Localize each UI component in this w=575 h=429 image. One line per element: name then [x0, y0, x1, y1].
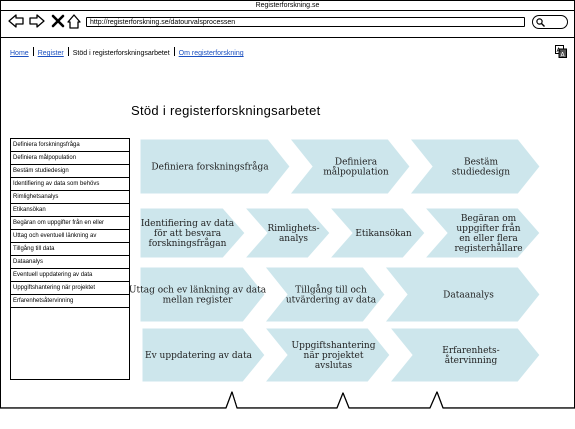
address-bar[interactable]: http://registerforskning.se/datourvalsprocessen	[86, 17, 525, 27]
process-step-label: avslutas	[314, 361, 353, 371]
process-step-label: en eller flera	[459, 234, 518, 244]
svg-text:A: A	[560, 51, 565, 58]
process-step-label: för att besvara	[153, 229, 222, 239]
breadcrumb-register-link[interactable]: Register	[37, 50, 64, 57]
process-step-label: Dataanalys	[443, 290, 494, 301]
breadcrumb-current: Stöd i registerforskningsarbetet	[72, 50, 170, 57]
sidebar-item[interactable]: Etikansökan	[11, 204, 129, 217]
sidebar-item[interactable]: Uttag och eventuell länkning av	[11, 230, 129, 243]
process-step-label: Definiera	[334, 157, 378, 168]
process-step-label: forskningsfrågan	[148, 239, 227, 249]
page-title: Stöd i registerforskningsarbetet	[131, 103, 321, 118]
sidebar-item[interactable]: Identifiering av data som behövs	[11, 178, 129, 191]
process-step-label: målpopulation	[323, 167, 389, 178]
process-step-label: när projektet	[303, 351, 364, 361]
about-link[interactable]: Om registerforskning	[178, 50, 244, 57]
window-title: Registerforskning.se	[1, 1, 574, 10]
breadcrumb-home-link[interactable]: Home	[10, 50, 29, 57]
process-step-label: Identifiering av data	[140, 219, 235, 229]
process-step-label: Uttag och ev länkning av data	[128, 285, 267, 296]
process-step-label: återvinning	[444, 356, 498, 366]
sidebar-item[interactable]: Definiera forskningsfråga	[11, 139, 129, 152]
process-step-label: Bestäm	[463, 157, 499, 168]
process-step-label: Tillgång till och	[295, 285, 367, 296]
process-step-label: Erfarenhets-	[442, 346, 500, 356]
sidebar-item[interactable]: Definiera målpopulation	[11, 152, 129, 165]
sidebar-item[interactable]: Uppgiftshantering när projektet	[11, 282, 129, 295]
sidebar-item[interactable]: Rimlighetsanalys	[11, 191, 129, 204]
process-step-label: mellan register	[162, 295, 233, 306]
process-step-label: uppgifter från	[456, 224, 521, 234]
process-step-label: Definiera forskningsfråga	[151, 162, 269, 173]
process-step-label: registerhållare	[454, 244, 523, 254]
sidebar-item[interactable]: Bestäm studiedesign	[11, 165, 129, 178]
process-step-label: Etikansökan	[355, 229, 412, 239]
sidebar-item[interactable]: Begäran om uppgifter från en eller	[11, 217, 129, 230]
sidebar-item[interactable]: Dataanalys	[11, 256, 129, 269]
process-step-label: Uppgiftshantering	[291, 341, 376, 351]
process-step-label: studiedesign	[451, 167, 511, 178]
sidebar-item[interactable]: Eventuell uppdatering av data	[11, 269, 129, 282]
process-step-label: Ev uppdatering av data	[145, 351, 252, 361]
process-step-label: Begäran om	[460, 214, 517, 224]
sidebar-item[interactable]: Tillgång till data	[11, 243, 129, 256]
process-step-label: analys	[278, 234, 309, 244]
process-step-label: Rimlighets-	[267, 224, 320, 234]
svg-text:A: A	[556, 47, 561, 54]
sidebar-item[interactable]: Erfarenhetsåtervinning	[11, 295, 129, 308]
process-step-label: utvärdering av data	[285, 295, 377, 306]
torn-bottom-edge	[0, 380, 575, 429]
